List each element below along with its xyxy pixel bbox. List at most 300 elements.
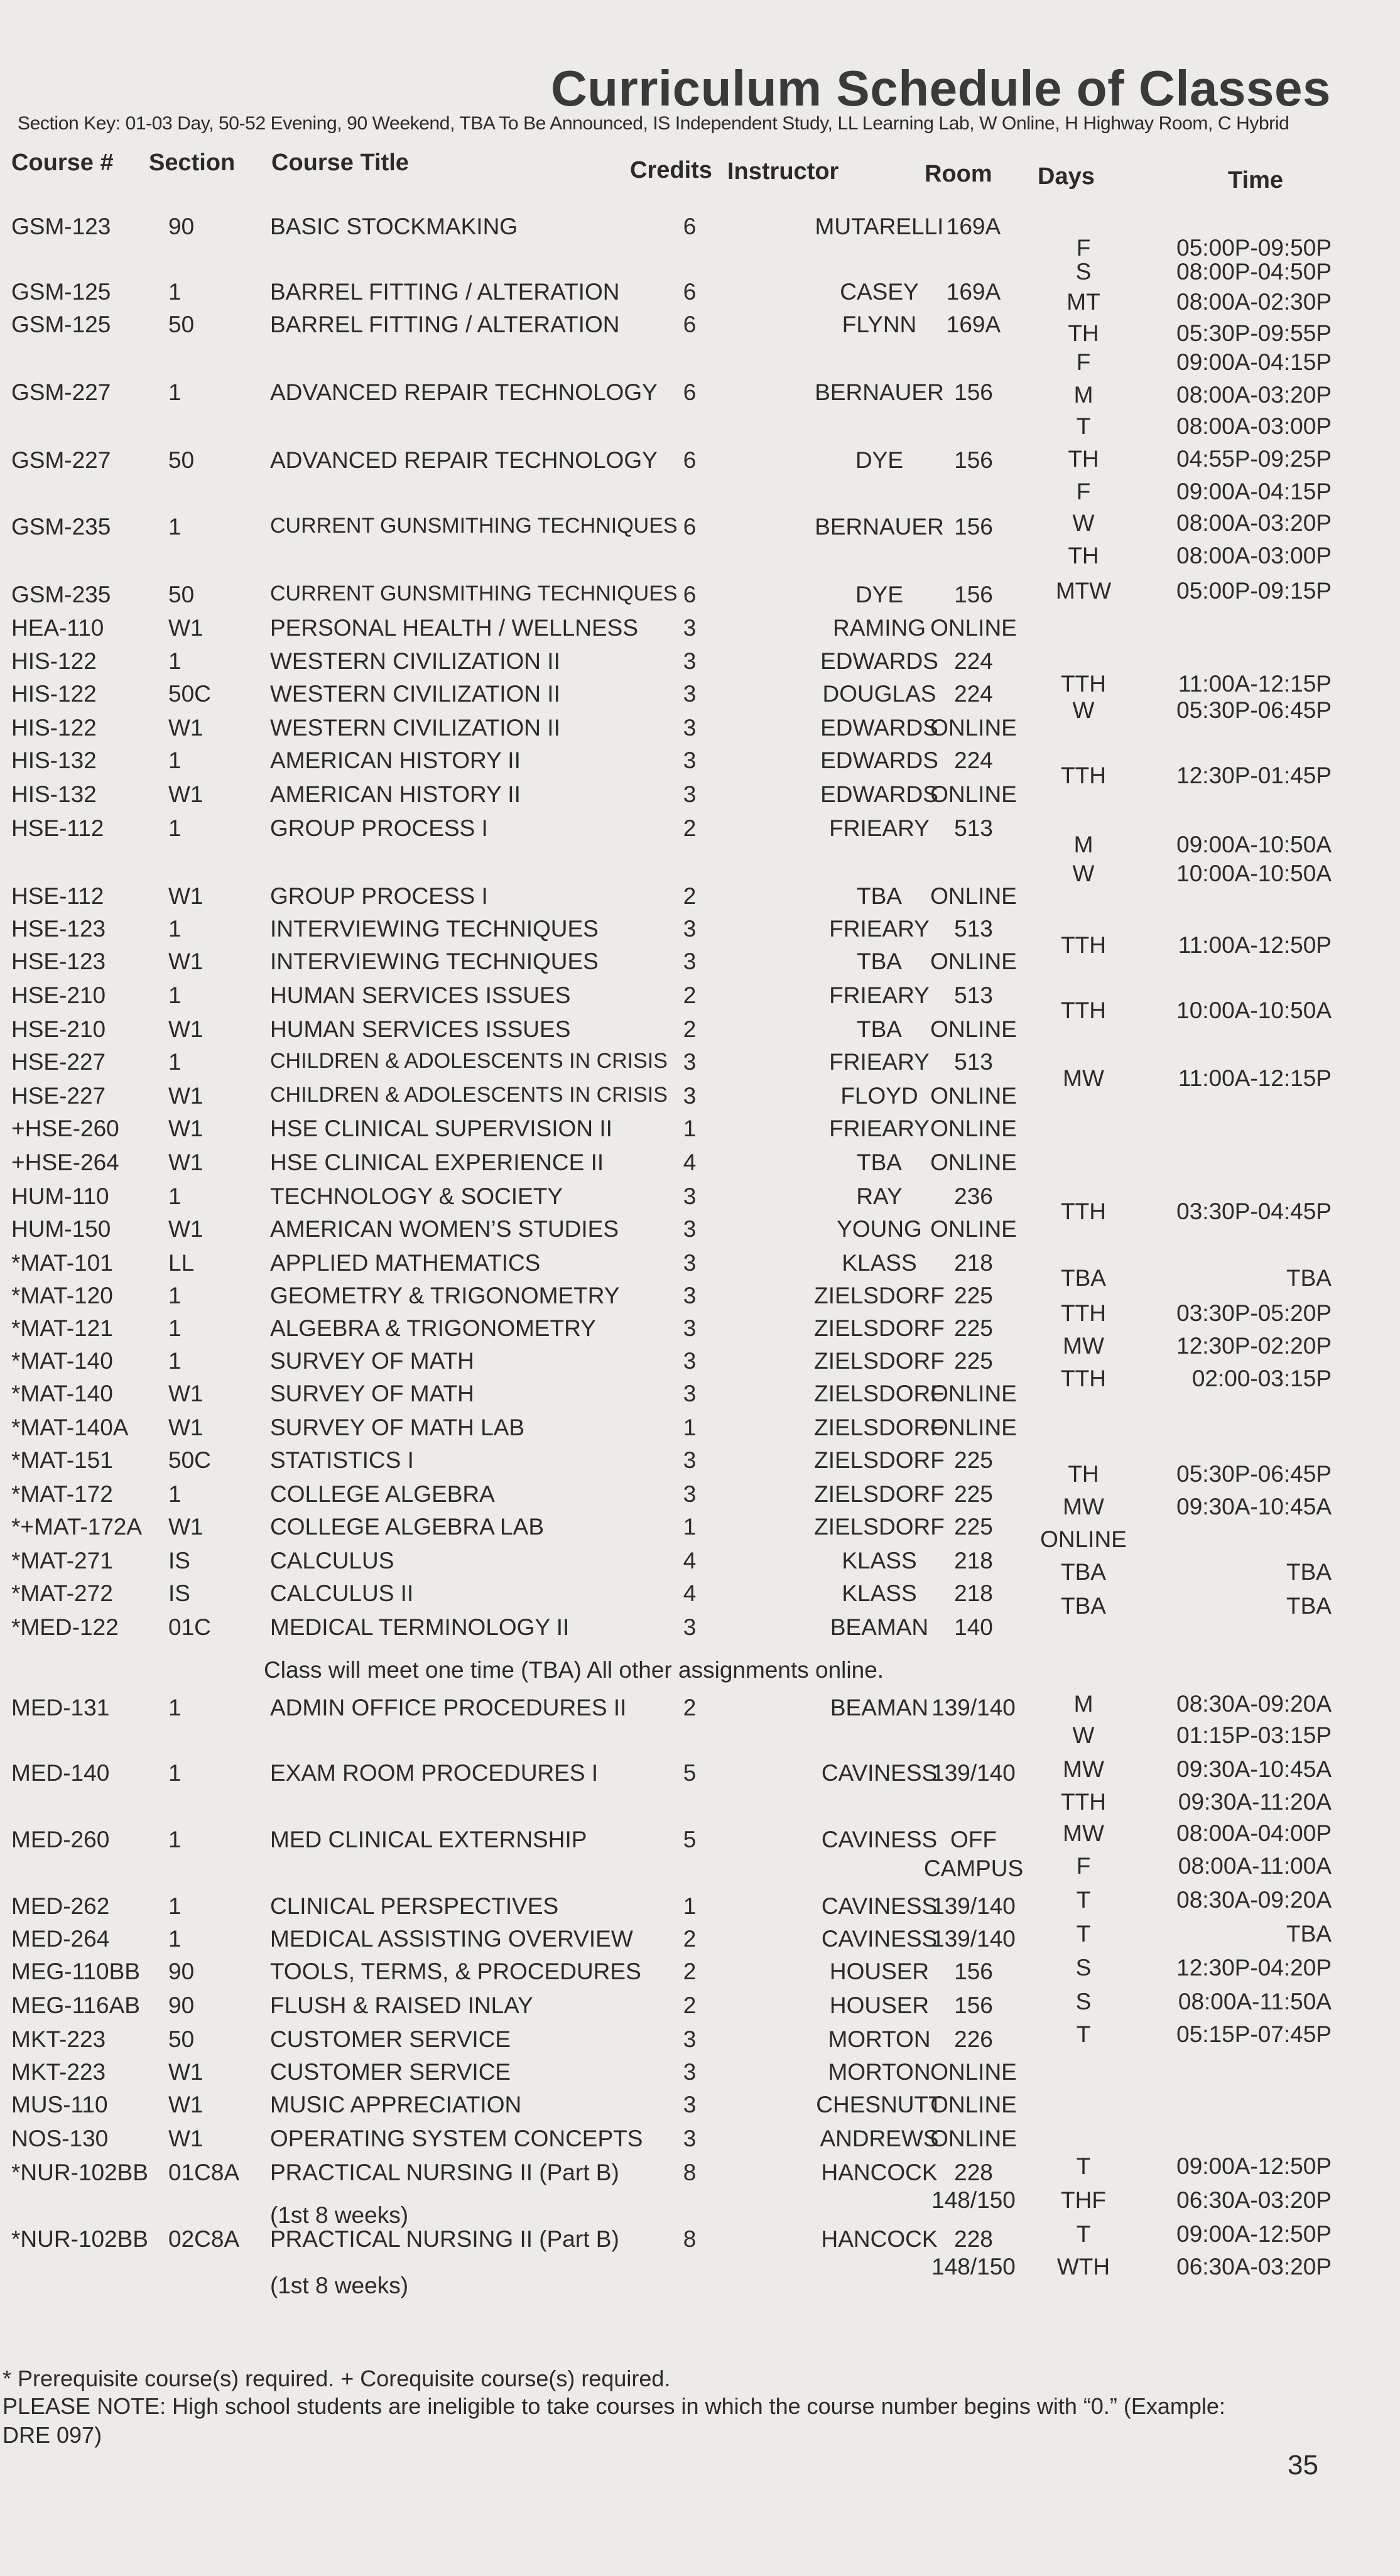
room: ONLINE bbox=[930, 781, 1017, 807]
credits: 5 bbox=[683, 1760, 697, 1786]
course-number: *MAT-140 bbox=[11, 1348, 113, 1374]
room: ONLINE bbox=[930, 715, 1017, 741]
header-credits: Credits bbox=[630, 157, 712, 183]
section-code: 1 bbox=[168, 1315, 182, 1341]
section-code: W1 bbox=[168, 2126, 203, 2151]
meeting-days: TBA bbox=[1061, 1265, 1106, 1291]
room: 218 bbox=[954, 1580, 993, 1606]
course-title: CUSTOMER SERVICE bbox=[270, 2059, 511, 2085]
meeting-time: 08:00A-04:00P bbox=[1176, 1820, 1332, 1846]
meeting-time: 05:30P-06:45P bbox=[1176, 1461, 1332, 1487]
credits: 3 bbox=[683, 2126, 697, 2151]
course-title: PERSONAL HEALTH / WELLNESS bbox=[270, 615, 639, 641]
course-title: AMERICAN WOMEN’S STUDIES bbox=[270, 1216, 619, 1242]
course-number: MED-262 bbox=[11, 1893, 110, 1919]
section-code: W1 bbox=[168, 2059, 203, 2085]
meeting-time: 11:00A-12:15P bbox=[1178, 1065, 1332, 1091]
course-title: GROUP PROCESS I bbox=[270, 815, 488, 841]
room: 156 bbox=[954, 582, 993, 607]
meeting-days: TTH bbox=[1061, 763, 1106, 788]
course-title: HUMAN SERVICES ISSUES bbox=[270, 1016, 571, 1042]
meeting-days: W bbox=[1072, 861, 1095, 886]
room: ONLINE bbox=[930, 1083, 1017, 1109]
course-number: MEG-110BB bbox=[11, 1959, 140, 1984]
section-code: 1 bbox=[168, 1183, 182, 1209]
course-number: *NUR-102BB bbox=[11, 2160, 148, 2185]
room: 513 bbox=[954, 815, 993, 841]
section-code: W1 bbox=[168, 1149, 203, 1175]
room: 513 bbox=[954, 916, 993, 942]
course-number: HIS-122 bbox=[11, 681, 97, 707]
meeting-days: TH bbox=[1068, 543, 1099, 568]
instructor: ZIELSDORF bbox=[814, 1481, 945, 1507]
course-title: MEDICAL ASSISTING OVERVIEW bbox=[270, 1926, 633, 1952]
credits: 3 bbox=[683, 1250, 697, 1276]
section-code: 90 bbox=[168, 1959, 195, 1984]
credits: 2 bbox=[683, 982, 697, 1008]
instructor: EDWARDS bbox=[820, 648, 938, 674]
section-code: W1 bbox=[168, 1016, 203, 1042]
meeting-time: 08:30A-09:20A bbox=[1176, 1691, 1332, 1717]
room: 224 bbox=[954, 747, 993, 773]
course-number: HIS-122 bbox=[11, 715, 97, 741]
room: 140 bbox=[954, 1614, 993, 1640]
course-number: HSE-123 bbox=[11, 948, 106, 974]
meeting-days: MTW bbox=[1055, 578, 1112, 604]
course-number: +HSE-264 bbox=[11, 1149, 119, 1175]
course-number: *MAT-151 bbox=[11, 1447, 113, 1473]
course-title: HSE CLINICAL SUPERVISION II bbox=[270, 1116, 612, 1141]
course-number: MKT-223 bbox=[11, 2059, 106, 2085]
section-code: W1 bbox=[168, 883, 203, 909]
room: OFF bbox=[950, 1827, 997, 1852]
course-number: GSM-235 bbox=[11, 514, 111, 540]
room: ONLINE bbox=[930, 1415, 1017, 1440]
meeting-time: 09:00A-04:15P bbox=[1176, 479, 1332, 504]
meeting-time: 01:15P-03:15P bbox=[1176, 1722, 1332, 1748]
meeting-time: 10:00A-10:50A bbox=[1176, 861, 1332, 886]
meeting-days: M bbox=[1073, 1691, 1093, 1717]
course-number: MKT-223 bbox=[11, 2026, 106, 2052]
instructor: EDWARDS bbox=[820, 781, 938, 807]
course-title: ALGEBRA & TRIGONOMETRY bbox=[270, 1315, 596, 1341]
page-number: 35 bbox=[1288, 2450, 1318, 2481]
section-code: 50 bbox=[168, 2026, 195, 2052]
section-code: 1 bbox=[168, 1827, 182, 1852]
credits: 3 bbox=[683, 1216, 697, 1242]
room: 139/140 bbox=[931, 1695, 1016, 1720]
credits: 4 bbox=[683, 1548, 697, 1573]
course-title: COLLEGE ALGEBRA LAB bbox=[270, 1514, 544, 1540]
credits: 5 bbox=[683, 1827, 697, 1852]
meeting-days: S bbox=[1075, 1989, 1092, 2014]
course-title: BASIC STOCKMAKING bbox=[270, 214, 518, 239]
meeting-days: T bbox=[1076, 2153, 1091, 2179]
section-code: 1 bbox=[168, 916, 182, 942]
course-title: STATISTICS I bbox=[270, 1447, 414, 1473]
section-code: 90 bbox=[168, 214, 195, 239]
meeting-days: MW bbox=[1063, 1065, 1104, 1091]
course-number: *MAT-121 bbox=[11, 1315, 113, 1341]
meeting-days: F bbox=[1076, 235, 1091, 261]
course-title: PRACTICAL NURSING II (Part B) bbox=[270, 2160, 619, 2185]
section-code: W1 bbox=[168, 1514, 203, 1540]
credits: 3 bbox=[683, 1381, 697, 1406]
class-note: Class will meet one time (TBA) All other assignments online. bbox=[264, 1657, 884, 1683]
section-code: 1 bbox=[168, 1926, 182, 1952]
course-number: MED-260 bbox=[11, 1827, 110, 1852]
meeting-time: 09:00A-12:50P bbox=[1176, 2153, 1332, 2179]
credits: 1 bbox=[683, 1514, 697, 1540]
credits: 2 bbox=[683, 1959, 697, 1984]
room: ONLINE bbox=[930, 1149, 1017, 1175]
room: 156 bbox=[954, 514, 993, 540]
room: 513 bbox=[954, 982, 993, 1008]
room: 226 bbox=[954, 2026, 993, 2052]
credits: 3 bbox=[683, 1283, 697, 1308]
meeting-time: 08:00A-03:00P bbox=[1176, 543, 1332, 568]
credits: 3 bbox=[683, 1447, 697, 1473]
meeting-time: 08:00P-04:50P bbox=[1176, 259, 1332, 285]
credits: 3 bbox=[683, 1049, 697, 1075]
room: 225 bbox=[954, 1447, 993, 1473]
instructor: CAVINESS bbox=[821, 1760, 938, 1786]
course-title: CHILDREN & ADOLESCENTS IN CRISIS bbox=[270, 1049, 668, 1073]
section-code: W1 bbox=[168, 781, 203, 807]
room: 156 bbox=[954, 447, 993, 473]
room: ONLINE bbox=[930, 2126, 1017, 2151]
meeting-time: TBA bbox=[1286, 1559, 1332, 1585]
room: 139/140 bbox=[931, 1893, 1016, 1919]
course-title: SURVEY OF MATH bbox=[270, 1381, 474, 1406]
meeting-days: T bbox=[1076, 2221, 1091, 2247]
credits: 3 bbox=[683, 1315, 697, 1341]
meeting-days: TTH bbox=[1061, 1366, 1106, 1391]
meeting-days: TTH bbox=[1061, 1300, 1106, 1326]
instructor: KLASS bbox=[842, 1250, 917, 1276]
meeting-time: 03:30P-04:45P bbox=[1176, 1198, 1332, 1224]
meeting-time: TBA bbox=[1286, 1265, 1332, 1291]
course-title: HSE CLINICAL EXPERIENCE II bbox=[270, 1149, 604, 1175]
meeting-days: TTH bbox=[1061, 1198, 1106, 1224]
credits: 2 bbox=[683, 1016, 697, 1042]
course-number: MED-140 bbox=[11, 1760, 110, 1786]
room: 156 bbox=[954, 1959, 993, 1984]
section-code: W1 bbox=[168, 615, 203, 641]
course-title: OPERATING SYSTEM CONCEPTS bbox=[270, 2126, 643, 2151]
credits: 1 bbox=[683, 1893, 697, 1919]
course-number: *NUR-102BB bbox=[11, 2226, 148, 2252]
instructor: RAY bbox=[856, 1183, 903, 1209]
instructor: CASEY bbox=[840, 279, 919, 305]
section-code: W1 bbox=[168, 2092, 203, 2117]
room: ONLINE bbox=[930, 615, 1017, 641]
course-number: HEA-110 bbox=[11, 615, 104, 641]
credits: 4 bbox=[683, 1149, 697, 1175]
meeting-time: 05:00P-09:15P bbox=[1176, 578, 1332, 604]
footnote-prereq: * Prerequisite course(s) required. + Corequisite course(s) required. bbox=[3, 2366, 671, 2391]
instructor: HOUSER bbox=[829, 1992, 930, 2018]
section-code: W1 bbox=[168, 1415, 203, 1440]
credits: 3 bbox=[683, 715, 697, 741]
course-title: MEDICAL TERMINOLOGY II bbox=[270, 1614, 570, 1640]
credits: 8 bbox=[683, 2226, 697, 2252]
instructor: MUTARELLI bbox=[815, 214, 944, 239]
meeting-days: T bbox=[1076, 413, 1091, 439]
meeting-time: 12:30P-01:45P bbox=[1176, 763, 1332, 788]
credits: 3 bbox=[683, 781, 697, 807]
room: 225 bbox=[954, 1348, 993, 1374]
course-title: ADVANCED REPAIR TECHNOLOGY bbox=[270, 379, 658, 405]
section-code: 1 bbox=[168, 1893, 182, 1919]
meeting-time: 09:30A-10:45A bbox=[1176, 1494, 1332, 1519]
instructor: MORTON bbox=[828, 2026, 931, 2052]
meeting-days: MT bbox=[1066, 289, 1100, 315]
instructor: FRIEARY bbox=[829, 1049, 930, 1075]
course-number: HIS-122 bbox=[11, 648, 97, 674]
room: 225 bbox=[954, 1481, 993, 1507]
header-title: Course Title bbox=[271, 149, 409, 176]
course-title: FLUSH & RAISED INLAY bbox=[270, 1992, 533, 2018]
meeting-time: 05:00P-09:50P bbox=[1176, 235, 1332, 261]
credits: 3 bbox=[683, 916, 697, 942]
section-code: W1 bbox=[168, 1083, 203, 1109]
course-title: GEOMETRY & TRIGONOMETRY bbox=[270, 1283, 620, 1308]
section-code: 01C bbox=[168, 1614, 211, 1640]
course-title: BARREL FITTING / ALTERATION bbox=[270, 279, 620, 305]
course-title: EXAM ROOM PROCEDURES I bbox=[270, 1760, 599, 1786]
room-extra: 148/150 bbox=[931, 2187, 1016, 2213]
credits: 6 bbox=[683, 447, 697, 473]
room-extra: CAMPUS bbox=[923, 1856, 1024, 1881]
footnote-high-school: PLEASE NOTE: High school students are ineligible to take courses in which the course number begins with “0.” (Example: bbox=[3, 2393, 1225, 2419]
room-extra: 148/150 bbox=[931, 2254, 1016, 2280]
course-title: CURRENT GUNSMITHING TECHNIQUES bbox=[270, 582, 678, 606]
instructor: MORTON bbox=[828, 2059, 931, 2085]
meeting-days: TTH bbox=[1061, 997, 1106, 1023]
section-code: 1 bbox=[168, 1283, 182, 1308]
course-number: *+MAT-172A bbox=[11, 1514, 143, 1540]
course-title: GROUP PROCESS I bbox=[270, 883, 488, 909]
header-room: Room bbox=[925, 161, 992, 187]
instructor: HOUSER bbox=[829, 1959, 930, 1984]
course-number: GSM-125 bbox=[11, 312, 111, 337]
section-code: 1 bbox=[168, 747, 182, 773]
meeting-time: 08:00A-11:00A bbox=[1178, 1853, 1332, 1879]
section-key: Section Key: 01-03 Day, 50-52 Evening, 90 Weekend, TBA To Be Announced, IS Independent Study, LL Learning Lab, W Online, H Highway Room, C Hybrid bbox=[18, 113, 1289, 134]
course-number: MEG-116AB bbox=[11, 1992, 140, 2018]
meeting-time: 08:30A-09:20A bbox=[1176, 1887, 1332, 1913]
room: 139/140 bbox=[931, 1760, 1016, 1786]
credits: 6 bbox=[683, 214, 697, 239]
meeting-days: TBA bbox=[1061, 1559, 1106, 1585]
instructor: ZIELSDORF bbox=[814, 1283, 945, 1308]
instructor: DYE bbox=[855, 582, 904, 607]
room: ONLINE bbox=[930, 2059, 1017, 2085]
section-code: 1 bbox=[168, 1760, 182, 1786]
room: 228 bbox=[954, 2226, 993, 2252]
instructor: FRIEARY bbox=[829, 815, 930, 841]
meeting-time: 08:00A-02:30P bbox=[1176, 289, 1332, 315]
room: 218 bbox=[954, 1250, 993, 1276]
section-code: W1 bbox=[168, 1381, 203, 1406]
instructor: ZIELSDORF bbox=[814, 1348, 945, 1374]
course-number: HUM-150 bbox=[11, 1216, 111, 1242]
meeting-days: MW bbox=[1063, 1333, 1104, 1359]
section-code: 1 bbox=[168, 379, 182, 405]
meeting-days: S bbox=[1075, 259, 1092, 285]
instructor: KLASS bbox=[842, 1548, 917, 1573]
header-section: Section bbox=[149, 149, 236, 176]
instructor: EDWARDS bbox=[820, 747, 938, 773]
meeting-time: 06:30A-03:20P bbox=[1176, 2187, 1332, 2213]
course-title: SURVEY OF MATH LAB bbox=[270, 1415, 525, 1440]
instructor: EDWARDS bbox=[820, 715, 938, 741]
instructor: BERNAUER bbox=[815, 514, 944, 540]
section-code: 90 bbox=[168, 1992, 195, 2018]
meeting-days: TTH bbox=[1061, 1789, 1106, 1815]
meeting-time: 05:30P-06:45P bbox=[1176, 697, 1332, 723]
course-number: *MAT-172 bbox=[11, 1481, 113, 1507]
course-number: HSE-227 bbox=[11, 1049, 106, 1075]
instructor: FLOYD bbox=[840, 1083, 918, 1109]
credits: 3 bbox=[683, 1083, 697, 1109]
course-title: CURRENT GUNSMITHING TECHNIQUES bbox=[270, 514, 678, 538]
instructor: DOUGLAS bbox=[822, 681, 936, 707]
meeting-days: THF bbox=[1061, 2187, 1106, 2213]
course-number: *MAT-101 bbox=[11, 1250, 113, 1276]
instructor: ANDREWS bbox=[820, 2126, 939, 2151]
credits: 3 bbox=[683, 648, 697, 674]
header-instructor: Instructor bbox=[727, 158, 839, 185]
room: 169A bbox=[946, 312, 1001, 337]
room: 224 bbox=[954, 648, 993, 674]
instructor: ZIELSDORF bbox=[814, 1415, 945, 1440]
instructor: CAVINESS bbox=[821, 1926, 938, 1952]
room: 225 bbox=[954, 1315, 993, 1341]
room: ONLINE bbox=[930, 948, 1017, 974]
meeting-days: W bbox=[1072, 1722, 1095, 1748]
credits: 3 bbox=[683, 2059, 697, 2085]
credits: 2 bbox=[683, 815, 697, 841]
course-title: AMERICAN HISTORY II bbox=[270, 781, 521, 807]
course-title: TOOLS, TERMS, & PROCEDURES bbox=[270, 1959, 641, 1984]
credits: 3 bbox=[683, 1348, 697, 1374]
meeting-days: ONLINE bbox=[1040, 1526, 1127, 1552]
course-number: HUM-110 bbox=[11, 1183, 109, 1209]
course-number: HSE-227 bbox=[11, 1083, 106, 1109]
course-number: HSE-112 bbox=[11, 883, 104, 909]
course-number: *MAT-120 bbox=[11, 1283, 113, 1308]
course-number: HIS-132 bbox=[11, 781, 97, 807]
instructor: RAMING bbox=[833, 615, 926, 641]
instructor: TBA bbox=[857, 1149, 902, 1175]
section-code: 50C bbox=[168, 1447, 211, 1473]
credits: 3 bbox=[683, 615, 697, 641]
meeting-time: 08:00A-03:20P bbox=[1176, 382, 1332, 408]
room: 225 bbox=[954, 1514, 993, 1540]
section-code: 1 bbox=[168, 982, 182, 1008]
course-title: INTERVIEWING TECHNIQUES bbox=[270, 948, 599, 974]
course-title: HUMAN SERVICES ISSUES bbox=[270, 982, 571, 1008]
section-code: W1 bbox=[168, 1216, 203, 1242]
course-title: CALCULUS II bbox=[270, 1580, 414, 1606]
credits: 6 bbox=[683, 279, 697, 305]
meeting-days: TTH bbox=[1061, 932, 1106, 958]
section-code: 50 bbox=[168, 582, 195, 607]
credits: 2 bbox=[683, 1926, 697, 1952]
section-code: 1 bbox=[168, 1049, 182, 1075]
course-title: SURVEY OF MATH bbox=[270, 1348, 474, 1374]
course-number: HSE-123 bbox=[11, 916, 106, 942]
course-title-extra: (1st 8 weeks) bbox=[270, 2202, 409, 2228]
instructor: HANCOCK bbox=[821, 2226, 938, 2252]
section-code: 50 bbox=[168, 312, 195, 337]
room: 236 bbox=[954, 1183, 993, 1209]
room: 169A bbox=[946, 279, 1001, 305]
credits: 8 bbox=[683, 2160, 697, 2185]
meeting-days: TH bbox=[1068, 1461, 1099, 1487]
room: ONLINE bbox=[930, 1216, 1017, 1242]
course-number: GSM-235 bbox=[11, 582, 111, 607]
course-title: CUSTOMER SERVICE bbox=[270, 2026, 511, 2052]
course-number: *MED-122 bbox=[11, 1614, 119, 1640]
instructor: TBA bbox=[857, 1016, 902, 1042]
meeting-days: F bbox=[1076, 1853, 1091, 1879]
room: 513 bbox=[954, 1049, 993, 1075]
course-title: INTERVIEWING TECHNIQUES bbox=[270, 916, 599, 942]
instructor: FRIEARY bbox=[829, 1116, 930, 1141]
credits: 1 bbox=[683, 1116, 697, 1141]
course-number: *MAT-271 bbox=[11, 1548, 113, 1573]
instructor: FLYNN bbox=[842, 312, 917, 337]
instructor: ZIELSDORF bbox=[814, 1514, 945, 1540]
course-title: PRACTICAL NURSING II (Part B) bbox=[270, 2226, 619, 2252]
section-code: 1 bbox=[168, 1695, 182, 1720]
course-number: GSM-125 bbox=[11, 279, 111, 305]
course-title: CHILDREN & ADOLESCENTS IN CRISIS bbox=[270, 1083, 668, 1107]
header-days: Days bbox=[1038, 163, 1095, 190]
section-code: 01C8A bbox=[168, 2160, 240, 2185]
credits: 2 bbox=[683, 1695, 697, 1720]
course-title: TECHNOLOGY & SOCIETY bbox=[270, 1183, 563, 1209]
course-title: CLINICAL PERSPECTIVES bbox=[270, 1893, 559, 1919]
course-number: MUS-110 bbox=[11, 2092, 108, 2117]
credits: 3 bbox=[683, 747, 697, 773]
course-title: ADVANCED REPAIR TECHNOLOGY bbox=[270, 447, 658, 473]
section-code: 1 bbox=[168, 815, 182, 841]
section-code: 1 bbox=[168, 1481, 182, 1507]
meeting-time: 09:30A-11:20A bbox=[1178, 1789, 1332, 1815]
meeting-time: 05:15P-07:45P bbox=[1176, 2021, 1332, 2047]
meeting-days: TH bbox=[1068, 446, 1099, 472]
header-course: Course # bbox=[11, 149, 114, 176]
credits: 3 bbox=[683, 948, 697, 974]
meeting-time: 09:00A-04:15P bbox=[1176, 349, 1332, 375]
credits: 3 bbox=[683, 2092, 697, 2117]
course-number: HIS-132 bbox=[11, 747, 97, 773]
meeting-time: 08:00A-11:50A bbox=[1178, 1989, 1332, 2014]
instructor: ZIELSDORF bbox=[814, 1315, 945, 1341]
meeting-days: M bbox=[1073, 382, 1093, 408]
section-code: 1 bbox=[168, 514, 182, 540]
meeting-days: TTH bbox=[1061, 671, 1106, 697]
course-number: GSM-123 bbox=[11, 214, 111, 239]
meeting-time: 11:00A-12:50P bbox=[1178, 932, 1332, 958]
section-code: 02C8A bbox=[168, 2226, 240, 2252]
credits: 6 bbox=[683, 582, 697, 607]
room: 139/140 bbox=[931, 1926, 1016, 1952]
